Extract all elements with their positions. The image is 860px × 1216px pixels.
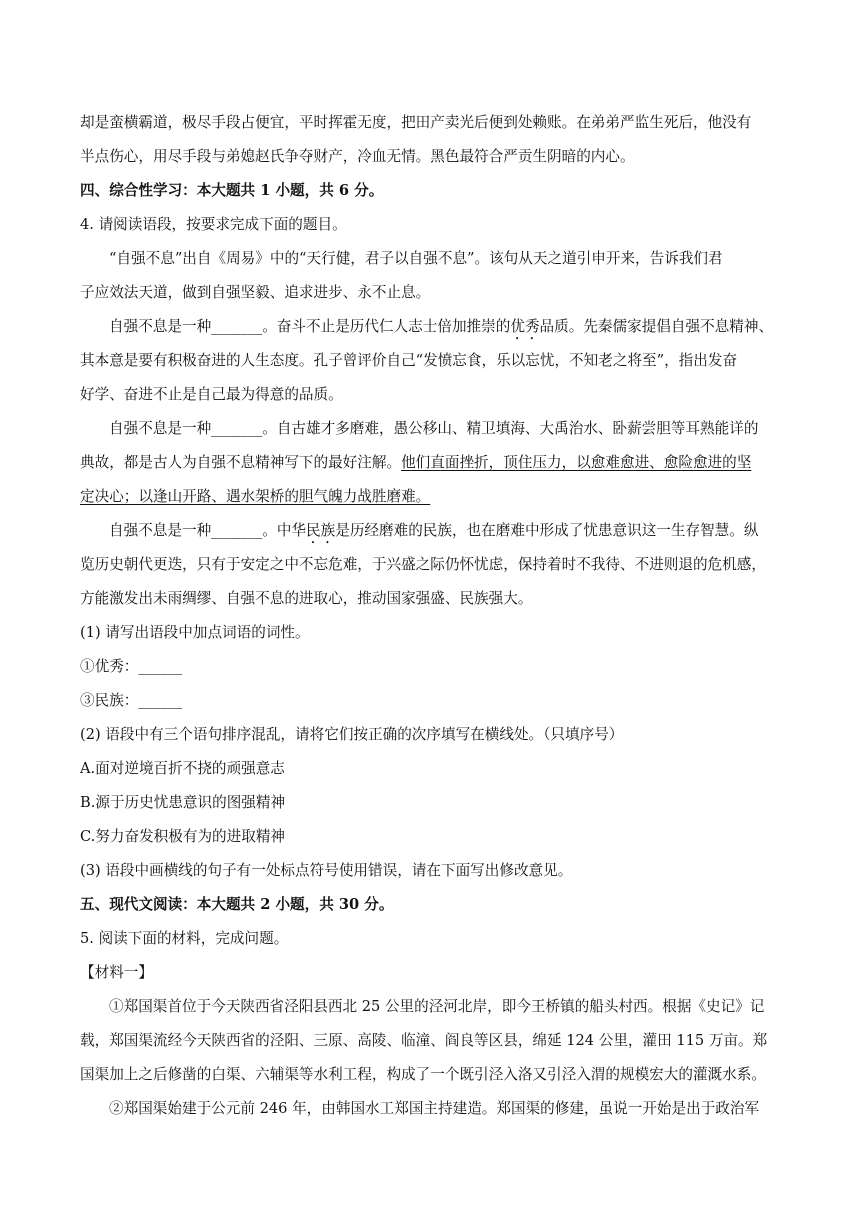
paragraph-line: 览历史朝代更迭，只有于安定之中不忘危难，于兴盛之际仍怀忧虑，保持着时不我待、不进则退的危机感， xyxy=(80,556,766,573)
paragraph-line: 方能激发出未雨绸缪、自强不息的进取心，推动国家强盛、民族强大。 xyxy=(80,590,533,607)
option: C.努力奋发积极有为的进取精神 xyxy=(80,828,286,845)
text-line: 半点伤心，用尽手段与弟媳赵氏争夺财产，冷血无情。黑色最符合严贡生阴暗的内心。 xyxy=(80,148,635,165)
paragraph-line: 载，郑国渠流经今天陕西省的泾阳、三原、高陵、临潼、阎良等区县，绵延 124 公里，灌田 115 万亩。郑 xyxy=(80,1032,768,1049)
sub-question: (3) 语段中画横线的句子有一处标点符号使用错误，请在下面写出修改意见。 xyxy=(80,862,573,879)
underlined-sentence: 定决心；以逢山开路、遇水架桥的胆气魄力战胜磨难。 xyxy=(80,488,431,505)
paragraph-line xyxy=(80,514,785,548)
sub-question: (1) 请写出语段中加点词语的词性。 xyxy=(80,624,310,641)
question-stem: 5. 阅读下面的材料，完成问题。 xyxy=(80,930,289,947)
dotted-word: 民族 xyxy=(306,522,336,539)
paragraph-line: ①郑国渠首位于今天陕西省泾阳县西北 25 公里的泾河北岸，即今王桥镇的船头村西。根据《史记》记 xyxy=(109,998,765,1015)
paragraph-line: “自强不息”出自《周易》中的“天行健，君子以自强不息”。该句从天之道引申开来，告诉我们君 xyxy=(109,250,723,267)
text-span: 典故，都是古人为自强不息精神写下的最好注解。 xyxy=(80,454,402,471)
section-heading: 四、综合性学习：本大题共 1 小题，共 6 分。 xyxy=(80,182,384,199)
paragraph-line: 自强不息是一种_______。自古雄才多磨难，愚公移山、精卫填海、大禹治水、卧薪尝胆等耳熟能详的 xyxy=(109,420,759,437)
dotted-word: 优秀 xyxy=(510,318,540,335)
paragraph-line: 国渠加上之后修凿的白渠、六辅渠等水利工程，构成了一个既引泾入洛又引泾入渭的规模宏大的灌溉水系。 xyxy=(80,1066,766,1083)
answer-blank: ①优秀：______ xyxy=(80,658,183,675)
underlined-sentence: 他们直面挫折，顶住压力，以愈难愈进、愈险愈进的坚 xyxy=(401,454,752,471)
text-line: 却是蛮横霸道，极尽手段占便宜，平时挥霍无度，把田产卖光后便到处赖账。在弟弟严监生死后，他没有 xyxy=(80,114,752,131)
sub-question: (2) 语段中有三个语句排序混乱，请将它们按正确的次序填写在横线处。（只填序号） xyxy=(80,726,624,743)
option: A.面对逆境百折不挠的顽强意志 xyxy=(80,760,285,777)
text-span: 是历经磨难的民族，也在磨难中形成了忧患意识这一生存智慧。纵 xyxy=(335,522,759,539)
paragraph-line: ②郑国渠始建于公元前 246 年，由韩国水工郑国主持建造。郑国渠的修建，虽说一开始是出于政治军 xyxy=(109,1100,760,1117)
question-stem: 4. 请阅读语段，按要求完成下面的题目。 xyxy=(80,216,347,233)
paragraph-line: 其本意是要有积极奋进的人生态度。孔子曾评价自己“发愤忘食，乐以忘忧，不知老之将至”，指出发奋 xyxy=(80,352,738,369)
paragraph-line: 好学、奋进不止是自己最为得意的品质。 xyxy=(80,386,343,403)
option: B.源于历史忧患意识的图强精神 xyxy=(80,794,286,811)
paragraph-line: 子应效法天道，做到自强坚毅、追求进步、永不止息。 xyxy=(80,284,431,301)
text-span: 自强不息是一种_______。奋斗不止是历代仁人志士倍加推崇的 xyxy=(109,318,511,335)
text-span: 品质。先秦儒家提倡自强不息精神、 xyxy=(539,318,774,335)
answer-blank: ③民族：______ xyxy=(80,692,183,709)
text-span: 自强不息是一种_______。中华 xyxy=(109,522,307,539)
section-heading: 五、现代文阅读：本大题共 2 小题，共 30 分。 xyxy=(80,896,394,913)
material-label: 【材料一】 xyxy=(80,964,153,981)
paragraph-line xyxy=(80,446,785,480)
paragraph-line xyxy=(80,310,785,344)
document-page xyxy=(80,106,785,1126)
paragraph-line xyxy=(80,480,785,514)
